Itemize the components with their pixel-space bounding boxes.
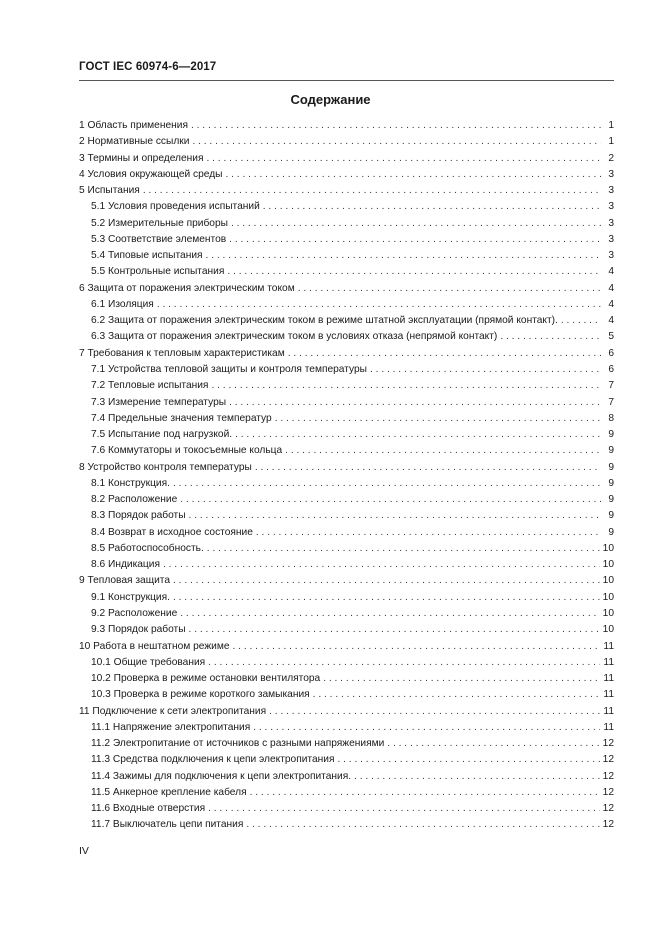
toc-entry[interactable] [79,606,614,622]
toc-entry-title: 8.3 Порядок работы [91,510,186,522]
toc-entry-title: 9.1 Конструкция. [91,591,170,603]
toc-entry[interactable] [79,395,614,411]
toc-entry-page: 1 [608,120,614,131]
toc-entry[interactable] [79,720,614,736]
toc-entry-title: 3 Термины и определения [79,152,204,164]
toc-entry[interactable] [79,378,614,394]
dot-leader [229,395,601,411]
toc-entry-page: 10 [602,559,614,571]
dot-leader [229,232,601,248]
toc-entry-page: 6 [608,363,614,375]
toc-entry-title: 8.1 Конструкция. [91,477,170,489]
toc-entry[interactable] [79,622,614,638]
toc-entry-page: 10 [602,575,614,587]
toc-entry-page: 4 [608,298,614,310]
toc-entry-page: 4 [608,315,614,327]
dot-leader [206,248,601,264]
toc-entry-page: 6 [608,347,614,359]
toc-entry-title: 10 Работа в нештатном режиме [79,640,230,652]
toc-entry-title: 11.5 Анкерное крепление кабеля [91,786,247,798]
toc-entry-page: 9 [608,461,614,473]
dot-leader [263,199,601,215]
toc-entry-title: 8.6 Индикация [91,559,160,571]
toc-entry[interactable] [79,525,614,541]
toc-entry-page: 8 [608,412,614,424]
dot-leader [157,297,601,313]
toc-entry-title: 10.3 Проверка в режиме короткого замыкания [91,689,310,701]
table-of-contents [79,118,614,834]
dot-leader [233,639,601,655]
toc-entry-title: 8.5 Работоспособность. [91,542,204,554]
toc-entry-page: 11 [603,689,614,701]
toc-entry-page: 10 [602,542,614,554]
toc-entry[interactable] [79,639,614,655]
toc-entry[interactable] [79,248,614,264]
toc-entry-page: 5 [608,331,614,343]
toc-entry-title: 7.6 Коммутаторы и токосъемные кольца [91,445,283,457]
toc-entry-title: 5.3 Соответствие элементов [91,233,227,245]
dot-leader [337,752,599,768]
toc-entry[interactable] [79,134,614,150]
dot-leader [208,801,600,817]
toc-entry-title: 5.2 Измерительные приборы [91,217,228,229]
toc-entry[interactable] [79,817,614,833]
toc-entry-page: 12 [602,803,614,815]
toc-entry-page: 2 [608,152,614,164]
document-code: ГОСТ IEC 60974-6—2017 [79,61,217,73]
toc-entry-page: 11 [603,640,614,652]
toc-entry-title: 5.1 Условия проведения испытаний [91,201,260,213]
toc-entry-page: 9 [608,510,614,522]
toc-entry-title: 9.3 Порядок работы [91,624,186,636]
toc-entry-page: 4 [608,266,614,278]
toc-entry[interactable] [79,362,614,378]
toc-entry[interactable] [79,346,614,362]
toc-entry-page: 3 [608,233,614,245]
dot-leader [211,378,601,394]
toc-entry-title: 11.3 Средства подключения к цепи электропитания [91,754,335,766]
toc-entry[interactable] [79,264,614,280]
toc-entry-page: 1 [608,136,614,148]
toc-entry[interactable] [79,671,614,687]
toc-entry-page: 3 [608,250,614,262]
toc-entry-title: 4 Условия окружающей среды [79,168,223,180]
dot-leader [323,671,600,687]
toc-entry[interactable] [79,183,614,199]
dot-leader [143,183,601,199]
toc-entry-page: 12 [602,770,614,782]
toc-entry-title: 5.4 Типовые испытания [91,250,203,262]
toc-entry-page: 11 [603,673,614,685]
dot-leader [387,736,599,752]
toc-entry-title: 11.7 Выключатель цепи питания [91,819,244,831]
toc-entry[interactable] [79,736,614,752]
toc-entry-page: 3 [608,201,614,213]
toc-entry-page: 10 [602,607,614,619]
toc-entry-title: 7.3 Измерение температуры [91,396,227,408]
header-rule [79,80,614,81]
toc-entry[interactable] [79,281,614,297]
toc-entry-page: 3 [608,168,614,180]
toc-entry[interactable] [79,151,614,167]
dot-leader [269,704,600,720]
toc-entry[interactable] [79,411,614,427]
toc-entry[interactable] [79,427,614,443]
dot-leader [163,557,600,573]
toc-entry[interactable] [79,167,614,183]
dot-leader [180,606,599,622]
toc-entry-title: 6.2 Защита от поражения электрическим током в режиме штатной эксплуатации (прямой контакт). [91,315,558,327]
toc-entry[interactable] [79,329,614,345]
toc-entry-page: 4 [608,282,614,294]
dot-leader [173,476,601,492]
toc-entry[interactable] [79,297,614,313]
dot-leader [253,720,600,736]
toc-entry[interactable] [79,216,614,232]
dot-leader [191,118,601,134]
dot-leader [207,541,600,557]
toc-entry[interactable] [79,655,614,671]
dot-leader [250,785,600,801]
toc-entry-title: 6.3 Защита от поражения электрическим током в условиях отказа (непрямой контакт) [91,331,498,343]
dot-leader [206,151,601,167]
dot-leader [227,264,601,280]
toc-entry[interactable] [79,313,614,329]
toc-entry[interactable] [79,541,614,557]
toc-entry-page: 10 [602,624,614,636]
dot-leader [180,492,601,508]
dot-leader [256,525,601,541]
toc-entry[interactable] [79,557,614,573]
dot-leader [173,573,600,589]
toc-title: Содержание [290,92,371,107]
toc-entry-page: 3 [608,217,614,229]
toc-entry-page: 9 [608,494,614,506]
toc-entry-page: 7 [608,380,614,392]
toc-entry-title: 11.2 Электропитание от источников с разными напряжениями [91,738,385,750]
dot-leader [313,687,601,703]
dot-leader [500,329,601,345]
toc-entry-title: 7.1 Устройства тепловой защиты и контроля температуры [91,363,367,375]
toc-entry[interactable] [79,704,614,720]
dot-leader [298,281,601,297]
toc-entry-title: 7 Требования к тепловым характеристикам [79,347,285,359]
dot-leader [173,590,600,606]
toc-entry[interactable] [79,476,614,492]
dot-leader [225,167,601,183]
dot-leader [189,508,601,524]
toc-entry-title: 11.4 Зажимы для подключения к цепи электропитания. [91,770,352,782]
dot-leader [235,427,601,443]
toc-entry-title: 9.2 Расположение [91,607,178,619]
dot-leader [255,460,601,476]
toc-entry-page: 11 [603,656,614,668]
toc-entry[interactable] [79,785,614,801]
toc-entry[interactable] [79,801,614,817]
toc-entry-title: 10.1 Общие требования [91,656,206,668]
toc-entry-page: 12 [602,819,614,831]
toc-entry-title: 8.4 Возврат в исходное состояние [91,526,253,538]
toc-entry[interactable] [79,769,614,785]
toc-entry-page: 10 [602,591,614,603]
page-number: IV [79,845,89,857]
toc-entry-title: 2 Нормативные ссылки [79,136,190,148]
dot-leader [288,346,601,362]
toc-entry-title: 5.5 Контрольные испытания [91,266,225,278]
toc-entry-page: 11 [603,705,614,717]
toc-entry[interactable] [79,752,614,768]
dot-leader [231,216,601,232]
toc-entry-title: 8 Устройство контроля температуры [79,461,252,473]
dot-leader [189,622,600,638]
toc-entry[interactable] [79,492,614,508]
toc-entry-page: 12 [602,754,614,766]
toc-entry-page: 12 [602,738,614,750]
toc-entry-title: 6.1 Изоляция [91,298,154,310]
toc-entry[interactable] [79,687,614,703]
dot-leader [192,134,601,150]
toc-entry-page: 9 [608,429,614,441]
toc-entry-page: 9 [608,445,614,457]
dot-leader [561,313,601,329]
toc-entry-title: 7.4 Предельные значения температур [91,412,272,424]
dot-leader [354,769,600,785]
dot-leader [246,817,599,833]
toc-entry[interactable] [79,232,614,248]
dot-leader [285,443,601,459]
toc-entry-title: 9 Тепловая защита [79,575,170,587]
toc-entry-title: 11 Подключение к сети электропитания [79,705,267,717]
toc-entry[interactable] [79,590,614,606]
toc-entry[interactable] [79,573,614,589]
dot-leader [275,411,601,427]
dot-leader [370,362,601,378]
toc-entry-page: 11 [603,721,614,733]
toc-entry-title: 7.5 Испытание под нагрузкой. [91,429,233,441]
toc-entry[interactable] [79,443,614,459]
toc-entry-title: 1 Область применения [79,120,188,131]
toc-entry-title: 10.2 Проверка в режиме остановки вентилятора [91,673,321,685]
toc-entry[interactable] [79,460,614,476]
toc-entry-page: 9 [608,477,614,489]
toc-entry[interactable] [79,199,614,215]
toc-entry-title: 6 Защита от поражения электрическим током [79,282,295,294]
toc-entry-title: 7.2 Тепловые испытания [91,380,209,392]
toc-entry-title: 11.6 Входные отверстия [91,803,206,815]
toc-entry-title: 8.2 Расположение [91,494,178,506]
toc-entry-page: 7 [608,396,614,408]
dot-leader [208,655,600,671]
toc-entry-title: 5 Испытания [79,185,140,197]
toc-entry-page: 12 [602,786,614,798]
toc-entry-title: 11.1 Напряжение электропитания [91,721,251,733]
toc-entry[interactable] [79,118,614,134]
toc-entry[interactable] [79,508,614,524]
toc-entry-page: 3 [608,185,614,197]
toc-entry-page: 9 [608,526,614,538]
